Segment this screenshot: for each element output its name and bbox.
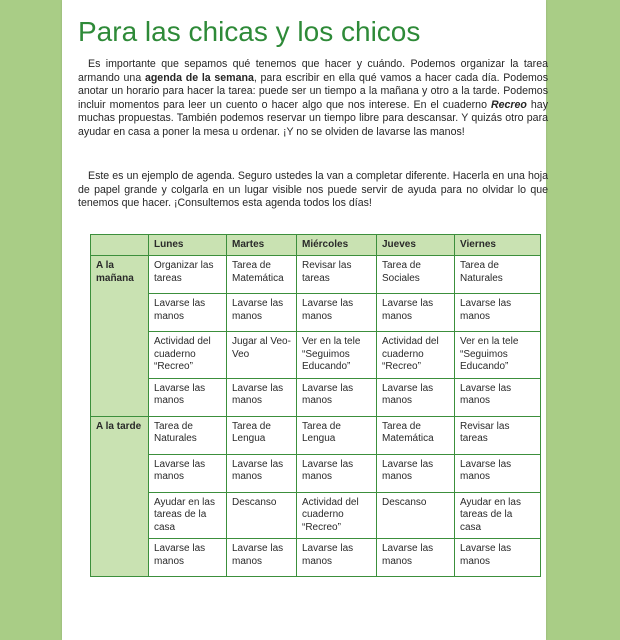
table-cell: Revisar las tareas xyxy=(455,416,541,454)
table-cell: Lavarse las manos xyxy=(149,454,227,492)
agenda-header-row xyxy=(91,235,541,256)
table-cell: Actividad del cuaderno “Recreo” xyxy=(377,332,455,379)
intro-bold-agenda: agenda de la semana xyxy=(144,71,254,84)
header-jueves: Jueves xyxy=(377,235,455,256)
table-cell: Ayudar en las tareas de la casa xyxy=(455,492,541,539)
page xyxy=(62,0,549,640)
table-cell: Lavarse las manos xyxy=(227,378,297,416)
intro-text-2: , para escribir en ella qué vamos a hacer cada día. Podemos anotar un horario para hacer la tarea: puede ser un tiempo a la mañana y otro a la tarde. Podemos incluir momentos para leer un cuento o hacer algo que nos interese. En el cuaderno xyxy=(78,71,548,111)
table-cell: Lavarse las manos xyxy=(297,378,377,416)
table-cell: Tarea de Sociales xyxy=(377,256,455,294)
agenda-table xyxy=(90,234,541,577)
table-cell: Lavarse las manos xyxy=(297,294,377,332)
table-row xyxy=(91,454,541,492)
table-cell: Lavarse las manos xyxy=(377,454,455,492)
header-miercoles: Miércoles xyxy=(297,235,377,256)
table-cell: Lavarse las manos xyxy=(227,454,297,492)
table-row xyxy=(91,332,541,379)
table-cell: Descanso xyxy=(227,492,297,539)
table-cell: Tarea de Lengua xyxy=(297,416,377,454)
page-title: Para las chicas y los chicos xyxy=(78,16,421,47)
table-cell: Lavarse las manos xyxy=(455,378,541,416)
table-cell: Lavarse las manos xyxy=(227,539,297,577)
table-cell: Lavarse las manos xyxy=(297,539,377,577)
table-cell: Ver en la tele “Seguimos Educando” xyxy=(297,332,377,379)
table-row xyxy=(91,416,541,454)
table-cell: Actividad del cuaderno “Recreo” xyxy=(297,492,377,539)
header-corner xyxy=(91,235,149,256)
table-cell: Descanso xyxy=(377,492,455,539)
table-cell: Organizar las tareas xyxy=(149,256,227,294)
table-row xyxy=(91,256,541,294)
row-label-manana: A la mañana xyxy=(91,256,149,417)
header-viernes: Viernes xyxy=(455,235,541,256)
intro-text-3: hay muchas propuestas. También podemos reservar un tiempo libre para descansar. Y quizás otro para ayudar en casa a poner la mesa u ordenar. ¡Y no se olviden de lavarse las manos! xyxy=(78,98,549,138)
header-lunes: Lunes xyxy=(149,235,227,256)
table-cell: Revisar las tareas xyxy=(297,256,377,294)
table-cell: Ver en la tele “Seguimos Educando” xyxy=(455,332,541,379)
table-cell: Lavarse las manos xyxy=(377,294,455,332)
example-paragraph: Este es un ejemplo de agenda. Seguro ustedes la van a completar diferente. Hacerla en una hoja de papel grande y colgarla en un lugar visible nos puede servir de ayuda para no olvidar lo que tenemos que hacer. ¡Consultemos esta agenda todos los días! xyxy=(78,170,548,210)
table-cell: Tarea de Naturales xyxy=(149,416,227,454)
table-cell: Lavarse las manos xyxy=(455,539,541,577)
table-cell: Jugar al Veo-Veo xyxy=(227,332,297,379)
table-cell: Lavarse las manos xyxy=(297,454,377,492)
table-cell: Lavarse las manos xyxy=(149,539,227,577)
table-row xyxy=(91,539,541,577)
table-cell: Lavarse las manos xyxy=(377,539,455,577)
header-martes: Martes xyxy=(227,235,297,256)
intro-bold-recreo: Recreo xyxy=(490,98,527,111)
table-cell: Lavarse las manos xyxy=(149,294,227,332)
intro-paragraph xyxy=(78,58,548,140)
table-cell: Lavarse las manos xyxy=(455,294,541,332)
table-row xyxy=(91,294,541,332)
row-label-tarde: A la tarde xyxy=(91,416,149,577)
table-cell: Tarea de Matemática xyxy=(227,256,297,294)
table-cell: Lavarse las manos xyxy=(377,378,455,416)
table-cell: Actividad del cuaderno “Recreo” xyxy=(149,332,227,379)
table-cell: Ayudar en las tareas de la casa xyxy=(149,492,227,539)
table-row xyxy=(91,492,541,539)
intro-text-1: Es importante que sepamos qué tenemos que hacer y cuándo. Podemos organizar la tarea armando una xyxy=(78,58,548,84)
table-cell: Tarea de Naturales xyxy=(455,256,541,294)
table-cell: Lavarse las manos xyxy=(227,294,297,332)
table-cell: Lavarse las manos xyxy=(455,454,541,492)
table-cell: Tarea de Lengua xyxy=(227,416,297,454)
table-cell: Lavarse las manos xyxy=(149,378,227,416)
table-row xyxy=(91,378,541,416)
table-cell: Tarea de Matemática xyxy=(377,416,455,454)
